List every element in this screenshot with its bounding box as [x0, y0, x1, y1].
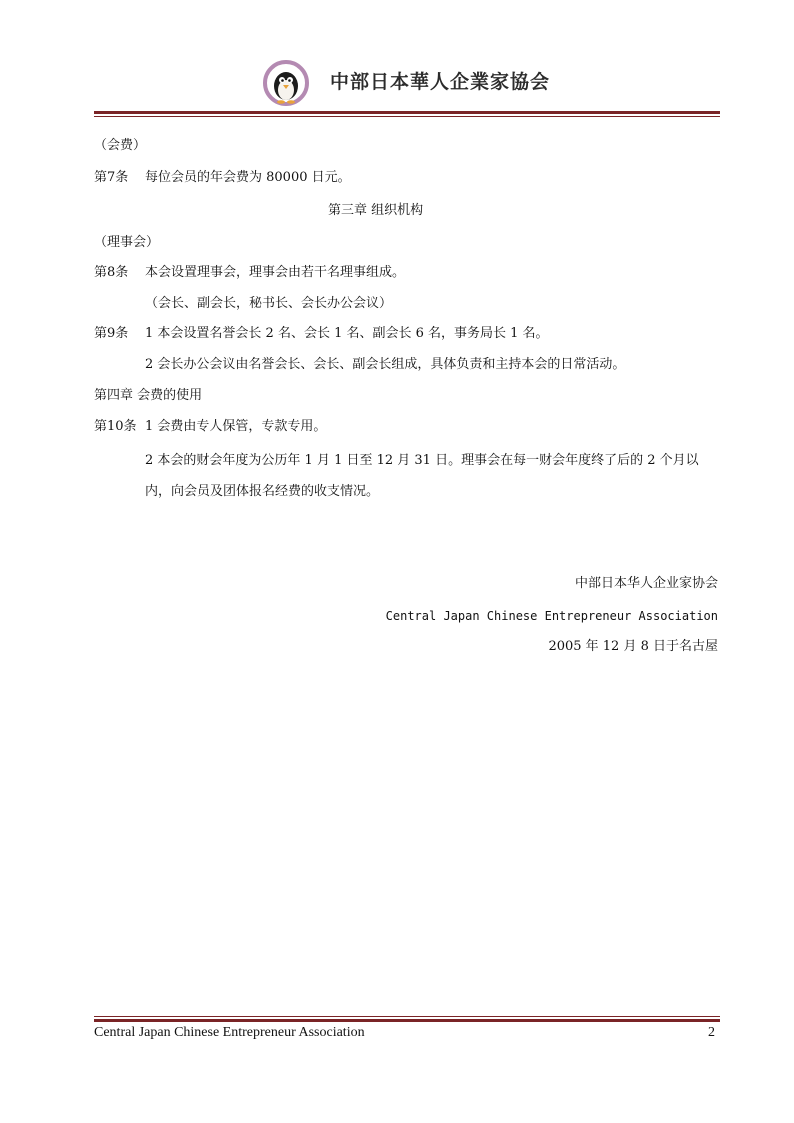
penguin-logo — [262, 57, 324, 107]
article-10-item-2-line-1: 2 本会的财会年度为公历年 1 月 1 日至 12 月 31 日。理事会在每一财会年度终了后的 2 个月以 — [145, 453, 699, 468]
article-10-item-1: 1 会费由专人保管，专款专用。 — [145, 419, 327, 434]
header-title: 中部日本華人企業家協会 — [330, 71, 551, 93]
chapter-3-heading: 第三章 组织机构 — [328, 203, 424, 218]
article-8-text: 本会设置理事会，理事会由若干名理事组成。 — [145, 265, 406, 280]
footer-rule — [94, 1019, 720, 1022]
chapter-4-heading: 第四章 会费的使用 — [94, 388, 203, 403]
header-rule — [94, 111, 720, 114]
article-7-label: 第7条 — [94, 170, 129, 185]
council-heading: （理事会） — [94, 235, 160, 250]
signature-org-en: Central Japan Chinese Entrepreneur Association — [385, 609, 718, 623]
header-rule-thin — [94, 116, 720, 117]
footer-org-name: Central Japan Chinese Entrepreneur Association — [94, 1025, 365, 1040]
article-10-item-2-line-2: 内，向会员及团体报名经费的收支情况。 — [145, 484, 380, 499]
fee-heading: （会费） — [94, 138, 147, 153]
signature-org-cn: 中部日本华人企业家协会 — [574, 576, 718, 591]
page-number: 2 — [708, 1025, 715, 1040]
article-10-label: 第10条 — [94, 419, 137, 434]
article-9-item-2: 2 会长办公会议由名誉会长、会长、副会长组成，具体负责和主持本会的日常活动。 — [145, 357, 626, 372]
article-7-text: 每位会员的年会费为 80000 日元。 — [145, 170, 351, 185]
article-9-item-1: 1 本会设置名誉会长 2 名、会长 1 名、副会长 6 名，事务局长 1 名。 — [145, 326, 549, 341]
footer-rule-thin — [94, 1016, 720, 1017]
article-8-subheading: （会长、副会长，秘书长、会长办公会议） — [145, 296, 393, 311]
article-8-label: 第8条 — [94, 265, 129, 280]
article-9-label: 第9条 — [94, 326, 129, 341]
signature-date-place: 2005 年 12 月 8 日于名古屋 — [548, 639, 718, 654]
